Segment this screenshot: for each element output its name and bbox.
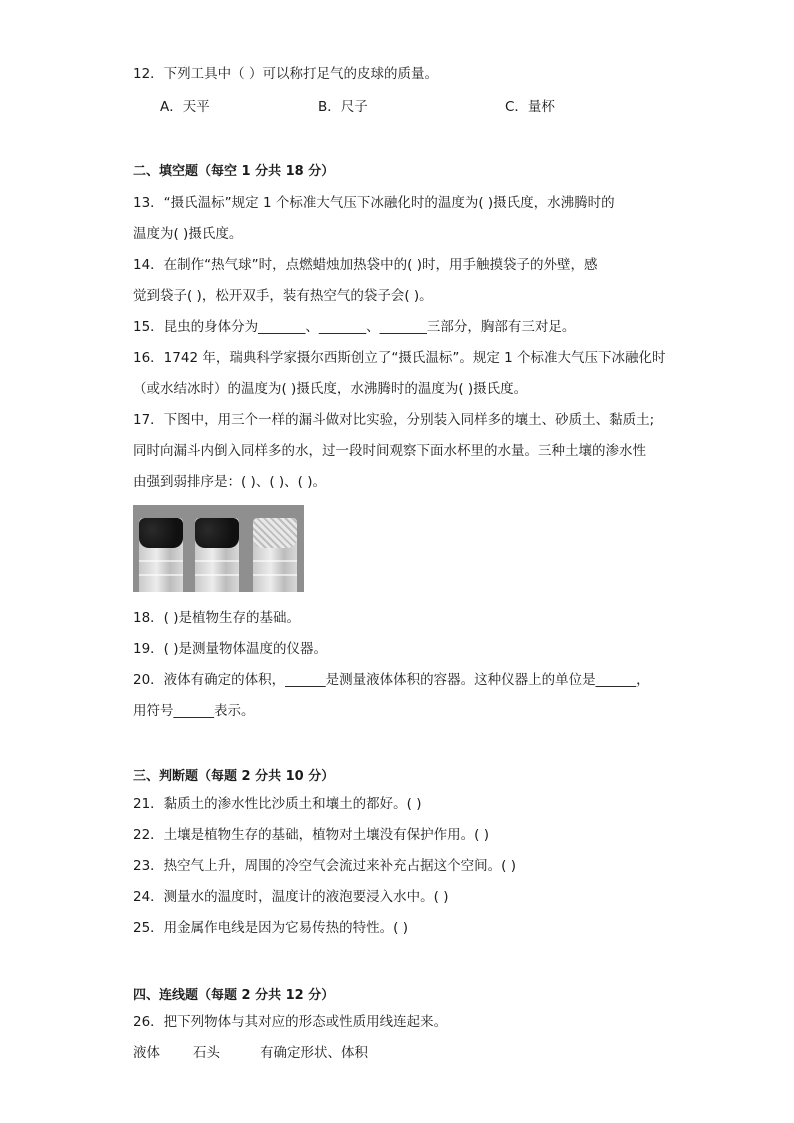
q21-line: 21．黏质土的渗水性比沙质土和壤土的都好。( ) bbox=[133, 796, 422, 812]
q26-line: 26．把下列物体与其对应的形态或性质用线连起来。 bbox=[133, 1014, 448, 1030]
q16-line-1: 16．1742 年，瑞典科学家摄尔西斯创立了“摄氏温标”。规定 1 个标准大气压下冰融化时 bbox=[133, 350, 666, 366]
q16-line-2: （或水结冰时）的温度为( )摄氏度，水沸腾时的温度为( )摄氏度。 bbox=[133, 381, 528, 397]
q12-option-b: B．尺子 bbox=[318, 99, 368, 115]
section-3-title: 三、判断题（每题 2 分共 10 分） bbox=[133, 769, 335, 784]
q20-line-1: 20．液体有确定的体积，______是测量液体体积的容器。这种仪器上的单位是______， bbox=[133, 672, 650, 688]
q14-line-2: 觉到袋子( )，松开双手，装有热空气的袋子会( )。 bbox=[133, 288, 433, 304]
match-left-item: 液体 bbox=[133, 1045, 160, 1061]
q14-line-1: 14．在制作“热气球”时，点燃蜡烛加热袋中的( )时，用手触摸袋子的外壁，感 bbox=[133, 257, 598, 273]
q13-line-2: 温度为( )摄氏度。 bbox=[133, 226, 243, 242]
section-4-title: 四、连线题（每题 2 分共 12 分） bbox=[133, 988, 335, 1003]
q15-line: 15．昆虫的身体分为_______、_______、_______三部分，胸部有三对足。 bbox=[133, 319, 576, 335]
section-2-title: 二、填空题（每空 1 分共 18 分） bbox=[133, 164, 335, 179]
q12-option-a: A．天平 bbox=[160, 99, 210, 115]
match-middle-item: 石头 bbox=[193, 1045, 220, 1061]
q17-line-1: 17．下图中，用三个一样的漏斗做对比实验，分别装入同样多的壤土、砂质土、黏质土; bbox=[133, 412, 655, 428]
q20-line-2: 用符号______表示。 bbox=[133, 703, 255, 719]
question-12: 12．下列工具中（ ）可以称打足气的皮球的质量。 bbox=[133, 66, 438, 82]
q13-line-1: 13．“摄氏温标”规定 1 个标准大气压下冰融化时的温度为( )摄氏度，水沸腾时的 bbox=[133, 195, 615, 211]
cup-2 bbox=[195, 518, 239, 592]
q25-line: 25．用金属作电线是因为它易传热的特性。( ) bbox=[133, 920, 409, 936]
q17-line-3: 由强到弱排序是：( )、( )、( )。 bbox=[133, 474, 326, 490]
q12-option-c: C．量杯 bbox=[505, 99, 555, 115]
q24-line: 24．测量水的温度时，温度计的液泡要浸入水中。( ) bbox=[133, 889, 449, 905]
cup-1 bbox=[139, 518, 183, 592]
q17-line-2: 同时向漏斗内倒入同样多的水，过一段时间观察下面水杯里的水量。三种土壤的渗水性 bbox=[133, 443, 646, 459]
q23-line: 23．热空气上升，周围的冷空气会流过来补充占据这个空间。( ) bbox=[133, 858, 517, 874]
soil-experiment-photo bbox=[133, 505, 304, 592]
q22-line: 22．土壤是植物生存的基础，植物对土壤没有保护作用。( ) bbox=[133, 827, 490, 843]
cup-3 bbox=[253, 518, 297, 592]
q18-line: 18．( )是植物生存的基础。 bbox=[133, 610, 301, 626]
match-right-item: 有确定形状、体积 bbox=[260, 1045, 368, 1061]
q19-line: 19．( )是测量物体温度的仪器。 bbox=[133, 641, 328, 657]
